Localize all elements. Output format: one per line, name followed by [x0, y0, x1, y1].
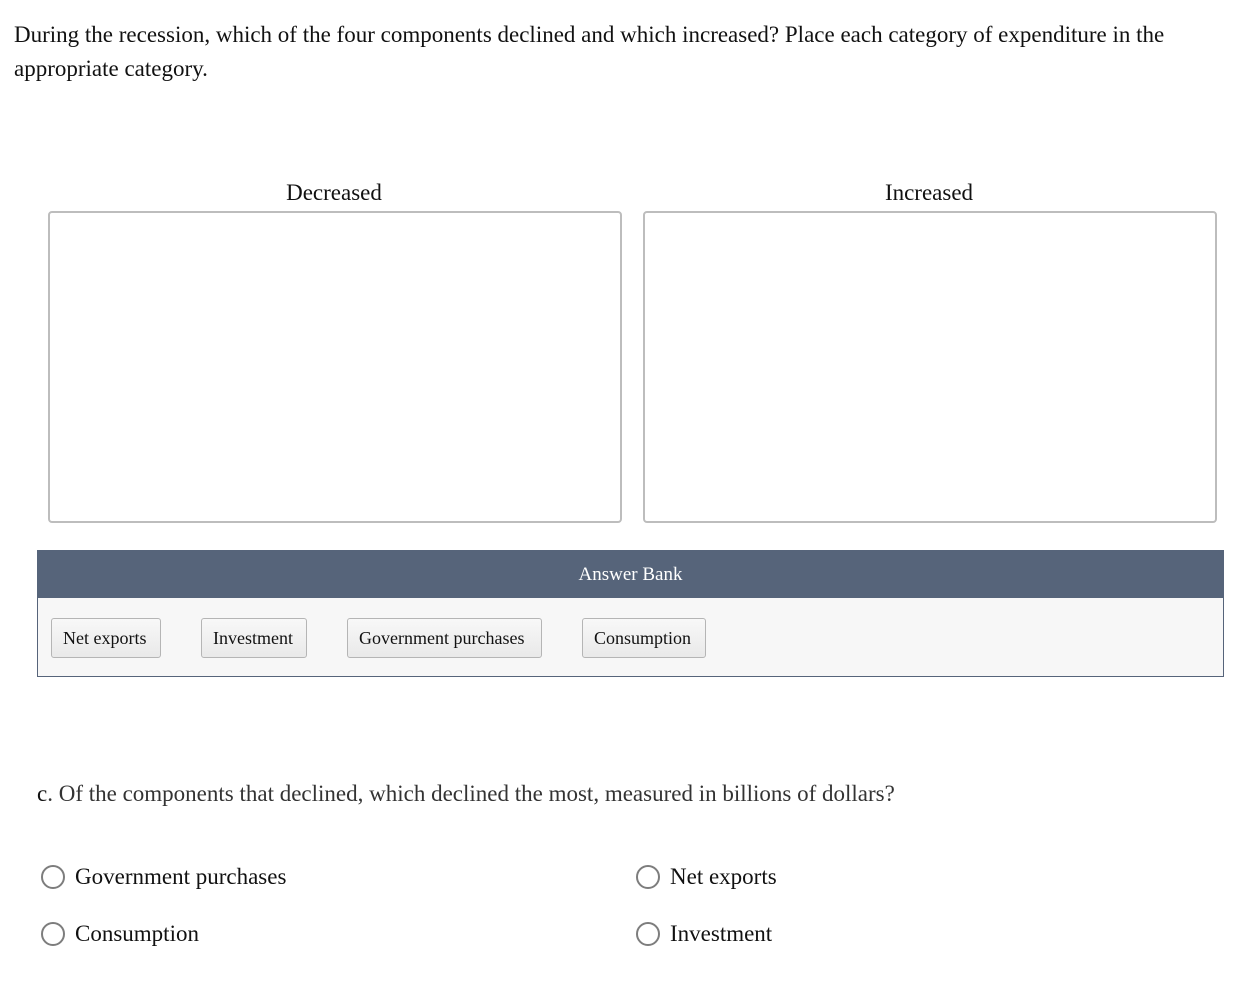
- answer-chip-net-exports[interactable]: Net exports: [51, 618, 161, 658]
- decreased-dropzone[interactable]: [48, 211, 622, 523]
- part-c-question: [37, 778, 895, 810]
- option-net-exports[interactable]: [636, 864, 777, 890]
- increased-label: Increased: [884, 180, 974, 205]
- decreased-label: Decreased: [286, 180, 382, 205]
- answer-chip-investment[interactable]: Investment: [201, 618, 307, 658]
- answer-chip-consumption[interactable]: Consumption: [582, 618, 706, 658]
- radio-button[interactable]: [636, 922, 660, 946]
- option-label: Net exports: [670, 864, 777, 889]
- option-government-purchases[interactable]: [41, 864, 286, 890]
- part-c-letter: c: [37, 781, 48, 806]
- option-consumption[interactable]: [41, 921, 199, 947]
- option-label: Investment: [670, 921, 773, 946]
- question-prompt: During the recession, which of the four components declined and which increased? Place each category of expenditure in the appropriate category.: [14, 22, 1165, 81]
- increased-dropzone[interactable]: [643, 211, 1217, 523]
- option-label: Consumption: [75, 921, 199, 946]
- answer-bank: [37, 550, 1224, 677]
- option-investment[interactable]: [636, 921, 772, 947]
- answer-chip-government-purchases[interactable]: Government purchases: [347, 618, 542, 658]
- radio-button[interactable]: [636, 865, 660, 889]
- part-c-text: . Of the components that declined, which declined the most, measured in billions of dollars?: [47, 781, 895, 806]
- radio-button[interactable]: [41, 922, 65, 946]
- option-label: Government purchases: [75, 864, 287, 889]
- radio-button[interactable]: [41, 865, 65, 889]
- answer-bank-title: Answer Bank: [38, 551, 1223, 598]
